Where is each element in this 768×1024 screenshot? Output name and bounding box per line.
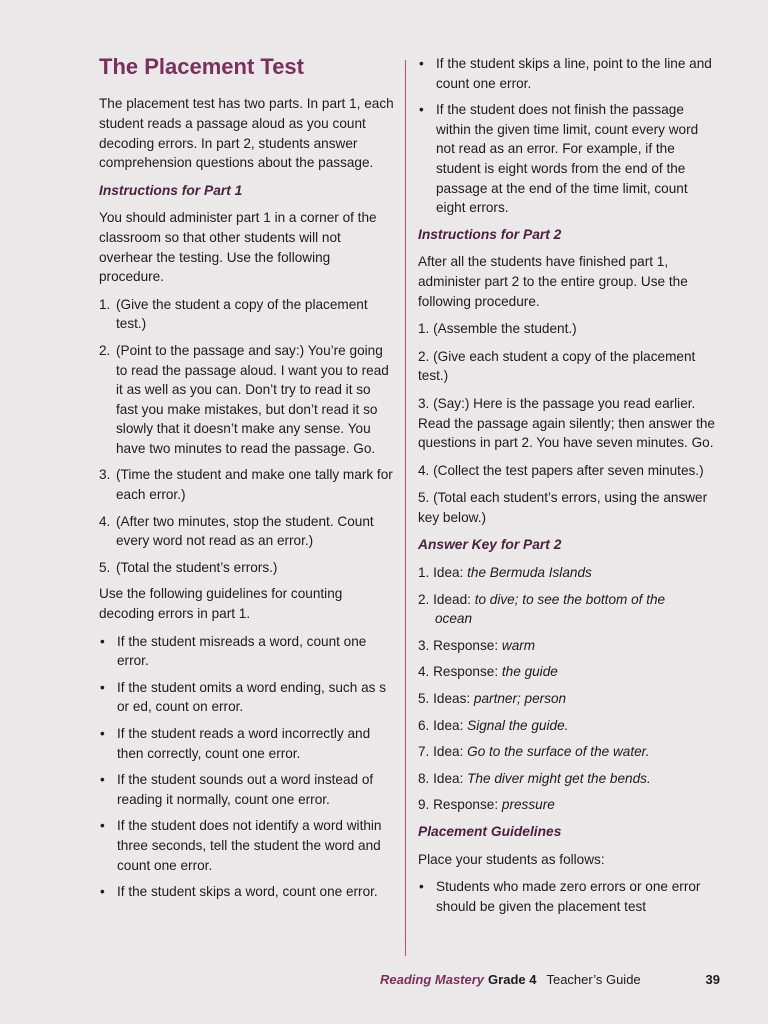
placement-intro: Place your students as follows:: [418, 851, 605, 867]
step-item: 3. (Say:) Here is the passage you read earlier. Read the passage again silently; then answer the questions in part 2. You have seven minutes. Go.: [418, 395, 715, 451]
footer-brand: Reading Mastery: [380, 972, 485, 987]
list-item: • If the student reads a word incorrectly and then correctly, count one error.: [99, 724, 394, 763]
intro-paragraph: The placement test has two parts. In part 1, each student reads a passage aloud as you count decoding errors. In part 2, students answer comprehension questions about the passage.: [99, 96, 394, 171]
bullet-icon: •: [100, 818, 105, 834]
list-item: • If the student omits a word ending, such as s or ed, count on error.: [99, 678, 394, 717]
list-item: • If the student skips a word, count one error.: [99, 882, 394, 902]
part2-steps: [418, 319, 720, 527]
step-item: 3. (Time the student and make one tally mark for each error.): [99, 467, 393, 503]
step-item: 5. (Total the student’s errors.): [99, 559, 278, 575]
page-footer: [380, 971, 720, 989]
answer-item: 8. Idea: The diver might get the bends.: [418, 770, 651, 786]
part1-heading: Instructions for Part 1: [99, 182, 243, 198]
answer-item: 1. Idea: the Bermuda Islands: [418, 565, 592, 581]
footer-guide: Teacher’s Guide: [546, 972, 641, 987]
list-item: • If the student does not finish the passage within the given time limit, count every word not read as an error. For example, if the student is eight words from the end of the passage at the end of the time limit, count eight errors.: [418, 100, 720, 218]
list-item: • If the student sounds out a word instead of reading it normally, count one error.: [99, 770, 394, 809]
part2-heading: Instructions for Part 2: [418, 226, 562, 242]
placement-guidelines-heading: Placement Guidelines: [418, 824, 562, 839]
answer-item: 2. Idead: to dive; to see the bottom of the ocean: [418, 591, 666, 627]
part2-intro: After all the students have finished part 1, administer part 2 to the entire group. Use the following procedure.: [418, 254, 688, 309]
bullet-icon: •: [419, 879, 424, 895]
answer-item: 7. Idea: Go to the surface of the water.: [418, 744, 650, 760]
list-item: • Students who made zero errors or one error should be given the placement test: [418, 877, 720, 916]
bullet-icon: •: [419, 56, 424, 71]
answer-item: 3. Response: warm: [418, 637, 536, 653]
left-column: [99, 54, 394, 909]
error-guidelines-list: [99, 632, 394, 902]
step-item: 5. (Total each student’s errors, using the answer key below.): [418, 490, 708, 525]
footer-grade: Grade 4: [488, 972, 537, 987]
page-title: The Placement Test: [99, 54, 304, 79]
bullet-icon: •: [100, 679, 105, 695]
step-item: 2. (Give each student a copy of the placement test.): [418, 348, 696, 384]
guidelines-intro: Use the following guidelines for counting decoding errors in part 1.: [99, 586, 343, 622]
placement-list: [418, 877, 720, 916]
step-item: 1. (Give the student a copy of the placement test.): [99, 296, 368, 332]
answer-item: 6. Idea: Signal the guide.: [418, 717, 569, 733]
answer-key-heading: Answer Key for Part 2: [418, 537, 562, 553]
answer-item: 5. Ideas: partner; person: [418, 691, 567, 707]
right-column: [418, 54, 720, 923]
step-item: 4. (Collect the test papers after seven minutes.): [418, 462, 704, 478]
bullet-icon: •: [100, 726, 105, 742]
continued-guidelines-list: [418, 54, 720, 218]
page-number: 39: [705, 972, 720, 987]
step-item: 2. (Point to the passage and say:) You’re going to read the passage aloud. I want you to read it as well as you can. Don’t try to read it so fast you make mistakes, but don’t read it so slowly that it doesn’t make any sense. You have two minutes to read the passage. Go.: [99, 342, 389, 456]
answer-item: 9. Response: pressure: [418, 797, 555, 813]
bullet-icon: •: [100, 772, 105, 788]
bullet-icon: •: [100, 633, 105, 649]
list-item: • If the student skips a line, point to the line and count one error.: [418, 54, 720, 93]
bullet-icon: •: [419, 102, 424, 118]
part1-steps: [99, 295, 394, 578]
answer-item: 4. Response: the guide: [418, 664, 558, 680]
list-item: • If the student misreads a word, count one error.: [99, 632, 394, 671]
column-divider: [405, 60, 406, 956]
answer-key-list: [418, 563, 720, 815]
bullet-icon: •: [100, 884, 105, 900]
part1-intro: You should administer part 1 in a corner of the classroom so that other students will not overhear the testing. Use the following procedure.: [99, 210, 377, 285]
step-item: 1. (Assemble the student.): [418, 321, 577, 337]
step-item: 4. (After two minutes, stop the student. Count every word not read as an error.): [99, 513, 374, 549]
list-item: • If the student does not identify a word within three seconds, tell the student the word and count one error.: [99, 816, 394, 875]
